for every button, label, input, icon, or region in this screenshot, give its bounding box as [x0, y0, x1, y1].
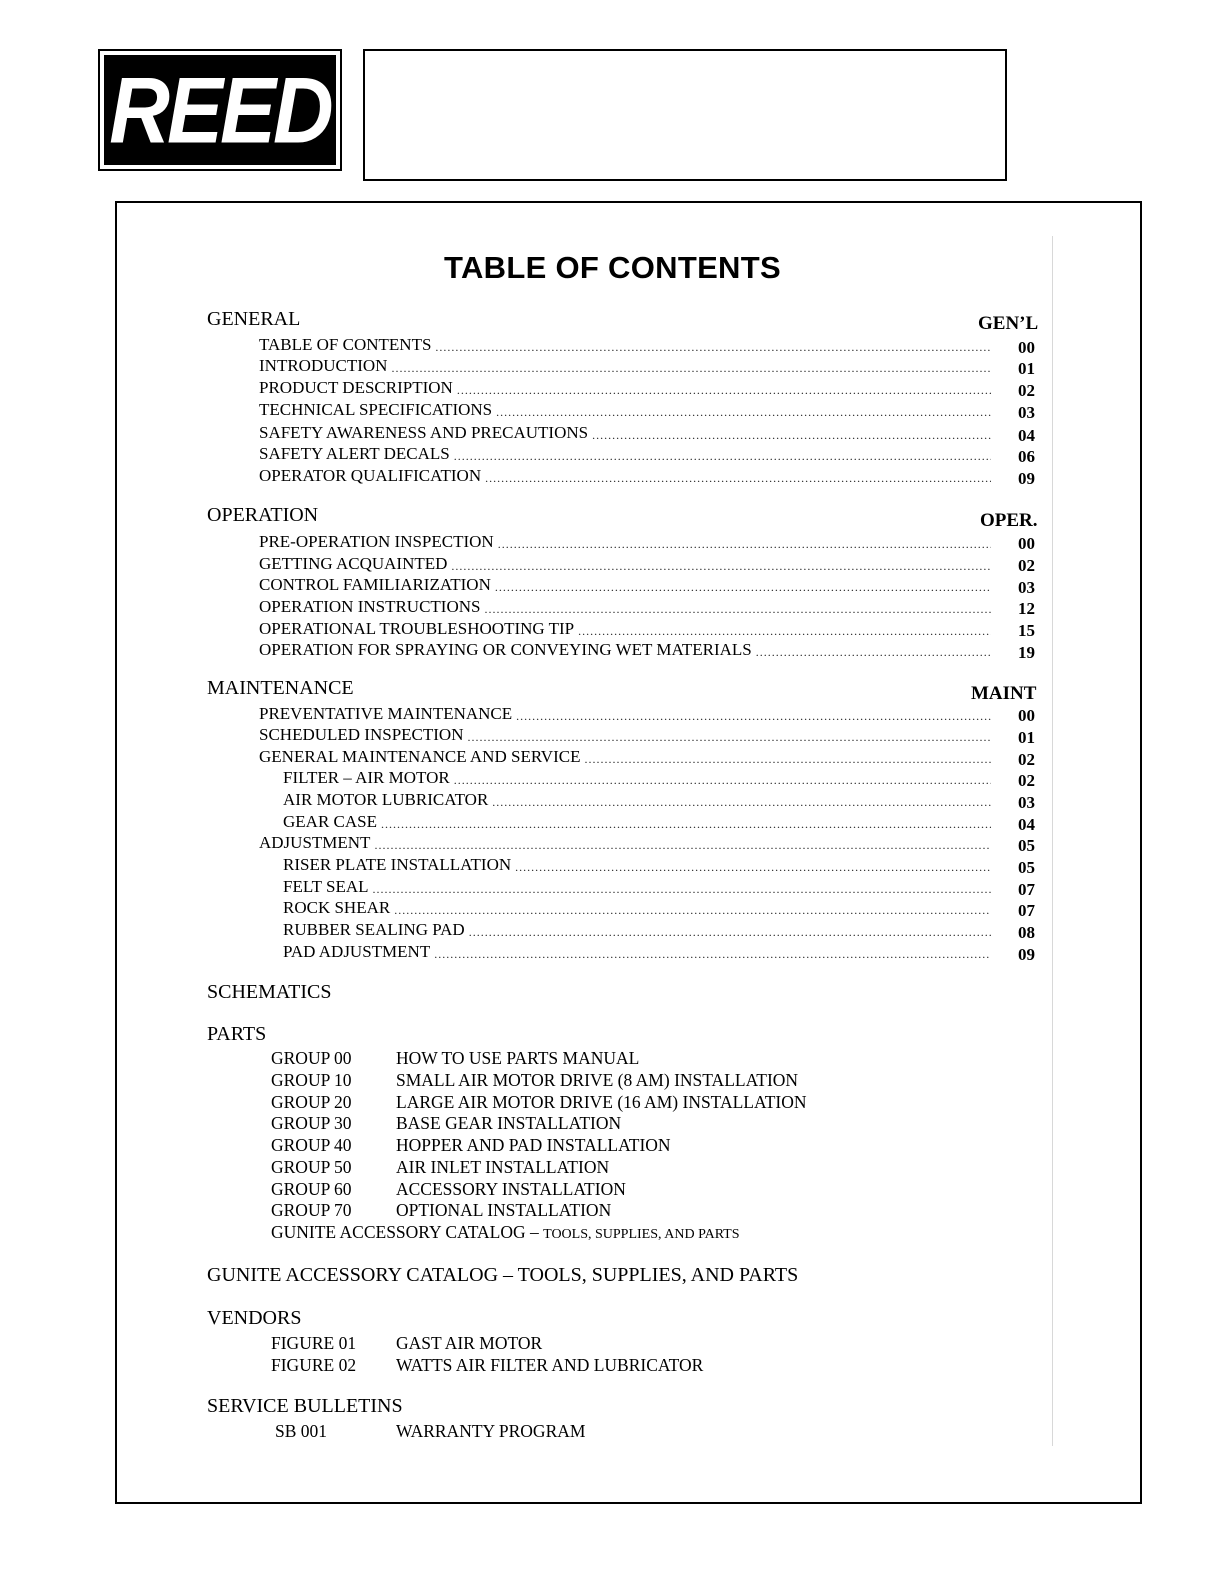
leader-dots: [584, 751, 991, 767]
toc-entry-page: 01: [1018, 359, 1035, 378]
section-service-bulletins-heading: SERVICE BULLETINS: [207, 1395, 403, 1417]
section-catalog-heading: GUNITE ACCESSORY CATALOG – TOOLS, SUPPLIES, AND PARTS: [207, 1264, 799, 1286]
leader-dots: [374, 837, 991, 853]
vendor-row[interactable]: [271, 1333, 542, 1354]
parts-group-row[interactable]: [271, 1157, 609, 1178]
toc-subentry[interactable]: [283, 812, 995, 832]
toc-entry-label: OPERATION FOR SPRAYING OR CONVEYING WET MATERIALS: [259, 640, 752, 659]
toc-entry-label: CONTROL FAMILIARIZATION: [259, 575, 491, 594]
bulletin-label: WARRANTY PROGRAM: [396, 1421, 586, 1441]
toc-entry-label: PAD ADJUSTMENT: [283, 942, 431, 961]
toc-entry-label: OPERATIONAL TROUBLESHOOTING TIP: [259, 619, 575, 638]
toc-entry-label: OPERATOR QUALIFICATION: [259, 466, 482, 485]
toc-entry[interactable]: [259, 378, 995, 398]
catalog-line-small: TOOLS, SUPPLIES, AND PARTS: [543, 1227, 740, 1242]
bulletin-code: SB 001: [275, 1421, 328, 1441]
leader-dots: [492, 794, 991, 810]
toc-entry[interactable]: [259, 554, 995, 574]
toc-entry-label: TECHNICAL SPECIFICATIONS: [259, 400, 493, 419]
section-maintenance-code: MAINT: [971, 683, 1037, 704]
toc-entry-page: 02: [1018, 771, 1035, 790]
toc-entry-page: 08: [1018, 923, 1035, 942]
toc-subentry[interactable]: [283, 942, 995, 962]
section-vendors-heading: VENDORS: [207, 1307, 302, 1329]
leader-dots: [592, 427, 991, 443]
header-title-box: [363, 49, 1007, 181]
group-label: AIR INLET INSTALLATION: [396, 1157, 610, 1177]
toc-entry-page: 09: [1018, 945, 1035, 964]
leader-dots: [515, 859, 991, 875]
toc-entry-label: GENERAL MAINTENANCE AND SERVICE: [259, 747, 581, 766]
leader-dots: [485, 470, 991, 486]
toc-entry-label: INTRODUCTION: [259, 356, 388, 375]
leader-dots: [484, 601, 991, 617]
toc-entry-page: 07: [1018, 901, 1035, 920]
toc-entry[interactable]: [259, 466, 995, 486]
leader-dots: [394, 902, 991, 918]
toc-entry-page: 09: [1018, 469, 1035, 488]
group-label: HOW TO USE PARTS MANUAL: [396, 1048, 640, 1068]
page-title: TABLE OF CONTENTS: [444, 250, 781, 285]
toc-entry[interactable]: [259, 335, 995, 355]
toc-entry-page: 03: [1018, 578, 1035, 597]
leader-dots: [516, 708, 991, 724]
catalog-line-main: GUNITE ACCESSORY CATALOG –: [271, 1222, 544, 1242]
toc-entry[interactable]: [259, 356, 995, 376]
page-inner-rule: [1052, 236, 1053, 1446]
toc-entry-page: 00: [1018, 706, 1035, 725]
leader-dots: [756, 644, 991, 660]
toc-entry-label: PREVENTATIVE MAINTENANCE: [259, 704, 513, 723]
vendor-code: FIGURE 01: [271, 1333, 357, 1353]
toc-entry-label: TABLE OF CONTENTS: [259, 335, 432, 354]
section-schematics-heading: SCHEMATICS: [207, 981, 332, 1003]
toc-entry[interactable]: [259, 532, 995, 552]
toc-entry[interactable]: [259, 747, 995, 767]
toc-entry[interactable]: [259, 597, 995, 617]
section-operation-code: OPER.: [980, 510, 1038, 531]
parts-catalog-row[interactable]: [271, 1222, 740, 1243]
toc-entry[interactable]: [259, 704, 995, 724]
leader-dots: [496, 404, 991, 420]
leader-dots: [454, 772, 991, 788]
toc-subentry[interactable]: [283, 790, 995, 810]
toc-entry-label: FELT SEAL: [283, 877, 369, 896]
toc-entry-page: 12: [1018, 599, 1035, 618]
leader-dots: [498, 536, 991, 552]
leader-dots: [451, 558, 991, 574]
toc-subentry[interactable]: [283, 768, 995, 788]
toc-entry-label: GEAR CASE: [283, 812, 377, 831]
section-operation-heading: OPERATION: [207, 504, 319, 526]
toc-entry-page: 02: [1018, 750, 1035, 769]
toc-entry-page: 15: [1018, 621, 1035, 640]
toc-subentry[interactable]: [283, 898, 995, 918]
logo-background: [104, 55, 336, 165]
toc-entry-label: PRE-OPERATION INSPECTION: [259, 532, 494, 551]
group-code: GROUP 10: [271, 1070, 352, 1090]
leader-dots: [435, 339, 991, 355]
parts-group-row[interactable]: [271, 1113, 621, 1134]
toc-entry-page: 03: [1018, 403, 1035, 422]
toc-entry-label: SAFETY ALERT DECALS: [259, 444, 450, 463]
toc-subentry[interactable]: [283, 920, 995, 940]
group-code: GROUP 40: [271, 1135, 352, 1155]
toc-entry-page: 00: [1018, 534, 1035, 553]
logo-text: REED: [109, 57, 331, 163]
toc-entry-page: 05: [1018, 836, 1035, 855]
toc-entry-page: 02: [1018, 556, 1035, 575]
leader-dots: [373, 881, 992, 897]
leader-dots: [381, 816, 991, 832]
toc-entry[interactable]: [259, 640, 995, 660]
toc-subentry[interactable]: [283, 855, 995, 875]
toc-entry[interactable]: [259, 423, 995, 443]
group-code: GROUP 30: [271, 1113, 352, 1133]
leader-dots: [495, 579, 991, 595]
leader-dots: [469, 924, 991, 940]
parts-group-row[interactable]: [271, 1200, 611, 1221]
toc-entry[interactable]: [259, 725, 995, 745]
parts-group-row[interactable]: [271, 1179, 626, 1200]
group-label: OPTIONAL INSTALLATION: [396, 1200, 612, 1220]
vendor-code: FIGURE 02: [271, 1355, 357, 1375]
toc-entry-page: 02: [1018, 381, 1035, 400]
toc-entry-label: ADJUSTMENT: [259, 833, 371, 852]
toc-entry-page: 06: [1018, 447, 1035, 466]
toc-entry-page: 01: [1018, 728, 1035, 747]
vendor-label: GAST AIR MOTOR: [396, 1333, 543, 1353]
toc-entry[interactable]: [259, 400, 995, 420]
leader-dots: [391, 360, 991, 376]
toc-entry-page: 05: [1018, 858, 1035, 877]
parts-group-row[interactable]: [271, 1135, 671, 1156]
parts-group-row[interactable]: [271, 1070, 798, 1091]
parts-group-row[interactable]: [271, 1048, 639, 1069]
bulletin-row[interactable]: [275, 1421, 585, 1442]
section-maintenance-heading: MAINTENANCE: [207, 677, 354, 699]
vendor-row[interactable]: [271, 1355, 703, 1376]
toc-entry-page: 19: [1018, 643, 1035, 662]
toc-entry-page: 03: [1018, 793, 1035, 812]
leader-dots: [454, 448, 991, 464]
toc-entry-label: AIR MOTOR LUBRICATOR: [283, 790, 489, 809]
parts-group-row[interactable]: [271, 1092, 806, 1113]
toc-subentry[interactable]: [283, 877, 995, 897]
group-code: GROUP 00: [271, 1048, 352, 1068]
leader-dots: [578, 623, 991, 639]
toc-entry-page: 04: [1018, 426, 1035, 445]
toc-entry-label: FILTER – AIR MOTOR: [283, 768, 450, 787]
group-label: BASE GEAR INSTALLATION: [396, 1113, 622, 1133]
section-general-heading: GENERAL: [207, 308, 301, 330]
toc-entry-label: SCHEDULED INSPECTION: [259, 725, 464, 744]
toc-entry-label: SAFETY AWARENESS AND PRECAUTIONS: [259, 423, 589, 442]
reed-logo: [98, 49, 342, 171]
leader-dots: [467, 729, 991, 745]
section-parts-heading: PARTS: [207, 1023, 267, 1045]
toc-entry[interactable]: [259, 833, 995, 853]
group-code: GROUP 60: [271, 1179, 352, 1199]
toc-entry-page: 07: [1018, 880, 1035, 899]
toc-entry-label: GETTING ACQUAINTED: [259, 554, 448, 573]
group-label: LARGE AIR MOTOR DRIVE (16 AM) INSTALLATION: [396, 1092, 807, 1112]
toc-entry-label: OPERATION INSTRUCTIONS: [259, 597, 481, 616]
toc-entry-page: 00: [1018, 338, 1035, 357]
leader-dots: [434, 946, 991, 962]
group-label: ACCESSORY INSTALLATION: [396, 1179, 626, 1199]
section-general-code: GEN’L: [978, 313, 1039, 334]
toc-entry[interactable]: [259, 575, 995, 595]
toc-entry-label: PRODUCT DESCRIPTION: [259, 378, 453, 397]
group-code: GROUP 70: [271, 1200, 352, 1220]
toc-entry-label: ROCK SHEAR: [283, 898, 391, 917]
group-label: HOPPER AND PAD INSTALLATION: [396, 1135, 671, 1155]
toc-entry[interactable]: [259, 444, 995, 464]
toc-entry-label: RISER PLATE INSTALLATION: [283, 855, 512, 874]
toc-entry-page: 04: [1018, 815, 1035, 834]
toc-entry[interactable]: [259, 619, 995, 639]
group-label: SMALL AIR MOTOR DRIVE (8 AM) INSTALLATION: [396, 1070, 799, 1090]
group-code: GROUP 50: [271, 1157, 352, 1177]
leader-dots: [457, 382, 991, 398]
group-code: GROUP 20: [271, 1092, 352, 1112]
vendor-label: WATTS AIR FILTER AND LUBRICATOR: [396, 1355, 704, 1375]
toc-entry-label: RUBBER SEALING PAD: [283, 920, 465, 939]
